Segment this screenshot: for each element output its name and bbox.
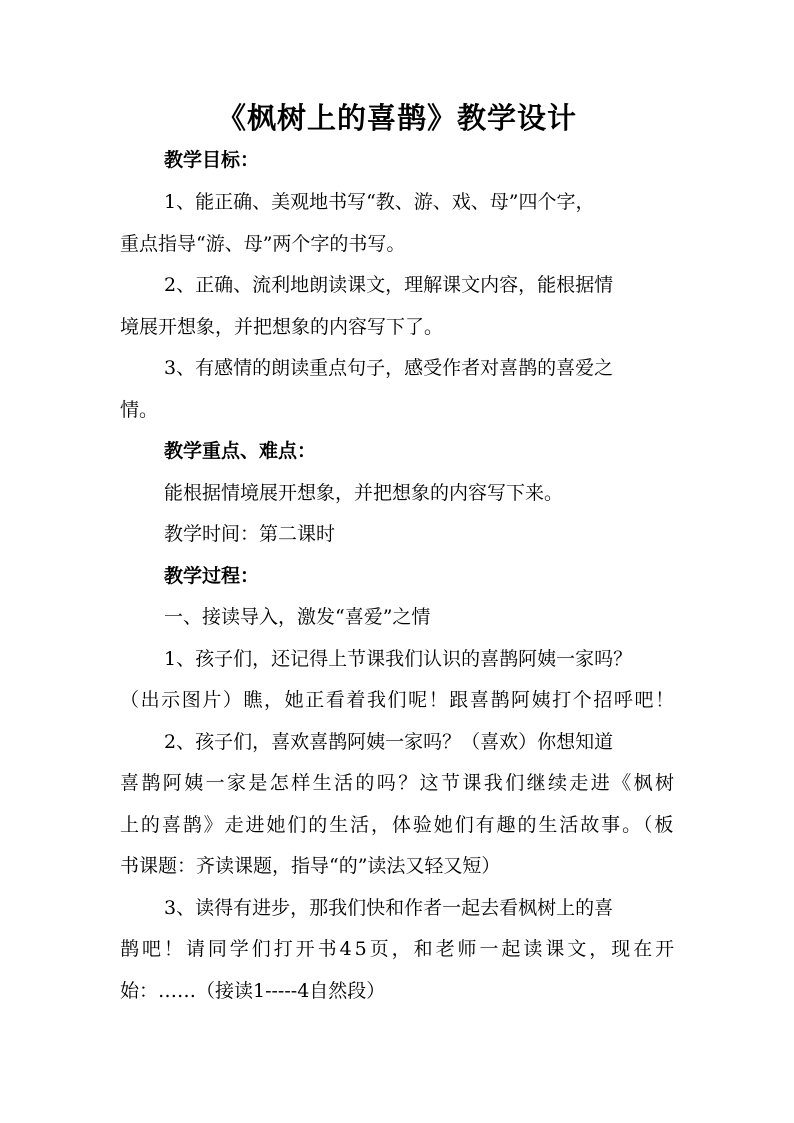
section-heading-objectives: 教学目标： [164, 149, 260, 171]
paragraph-line: 3、读得有进步，那我们快和作者一起去看枫树上的喜 [164, 897, 614, 919]
paragraph-line: 2、孩子们，喜欢喜鹊阿姨一家吗？（喜欢）你想知道 [164, 731, 614, 753]
paragraph-line: 书课题：齐读课题，指导“的”读法又轻又短） [120, 855, 501, 877]
section-heading-process: 教学过程： [164, 565, 260, 587]
paragraph-line: 1、能正确、美观地书写“教、游、戏、母”四个字， [164, 191, 595, 213]
paragraph-line: 始：……（接读1-----4自然段） [120, 980, 386, 1002]
paragraph-line: 喜鹊阿姨一家是怎样生活的吗？这节课我们继续走进《枫树 [120, 772, 677, 794]
paragraph-line: 能根据情境展开想象，并把想象的内容写下来。 [164, 482, 564, 504]
paragraph-line: 3、有感情的朗读重点句子，感受作者对喜鹊的喜爱之 [164, 357, 614, 379]
paragraph-line: 境展开想象，并把想象的内容写下了。 [120, 316, 444, 338]
paragraph-line: 重点指导“游、母”两个字的书写。 [120, 233, 406, 255]
paragraph-line: 1、孩子们，还记得上节课我们认识的喜鹊阿姨一家吗？ [164, 648, 633, 670]
document-title: 《枫树上的喜鹊》教学设计 [216, 101, 577, 135]
paragraph-line: 2、正确、流利地朗读课文，理解课文内容，能根据情 [164, 274, 614, 296]
section-heading-key-points: 教学重点、难点： [164, 440, 317, 462]
paragraph-line: 鹊吧！请同学们打开书45页，和老师一起读课文，现在开 [120, 938, 678, 960]
paragraph-line: 上的喜鹊》走进她们的生活，体验她们有趣的生活故事。（板 [120, 814, 676, 836]
paragraph-line: 教学时间：第二课时 [164, 523, 336, 545]
paragraph-line: 情。 [120, 399, 159, 421]
paragraph-line: 一、接读导入，激发“喜爱”之情 [164, 606, 431, 628]
paragraph-line: （出示图片）瞧，她正看着我们呢！跟喜鹊阿姨打个招呼吧！ [120, 689, 676, 711]
